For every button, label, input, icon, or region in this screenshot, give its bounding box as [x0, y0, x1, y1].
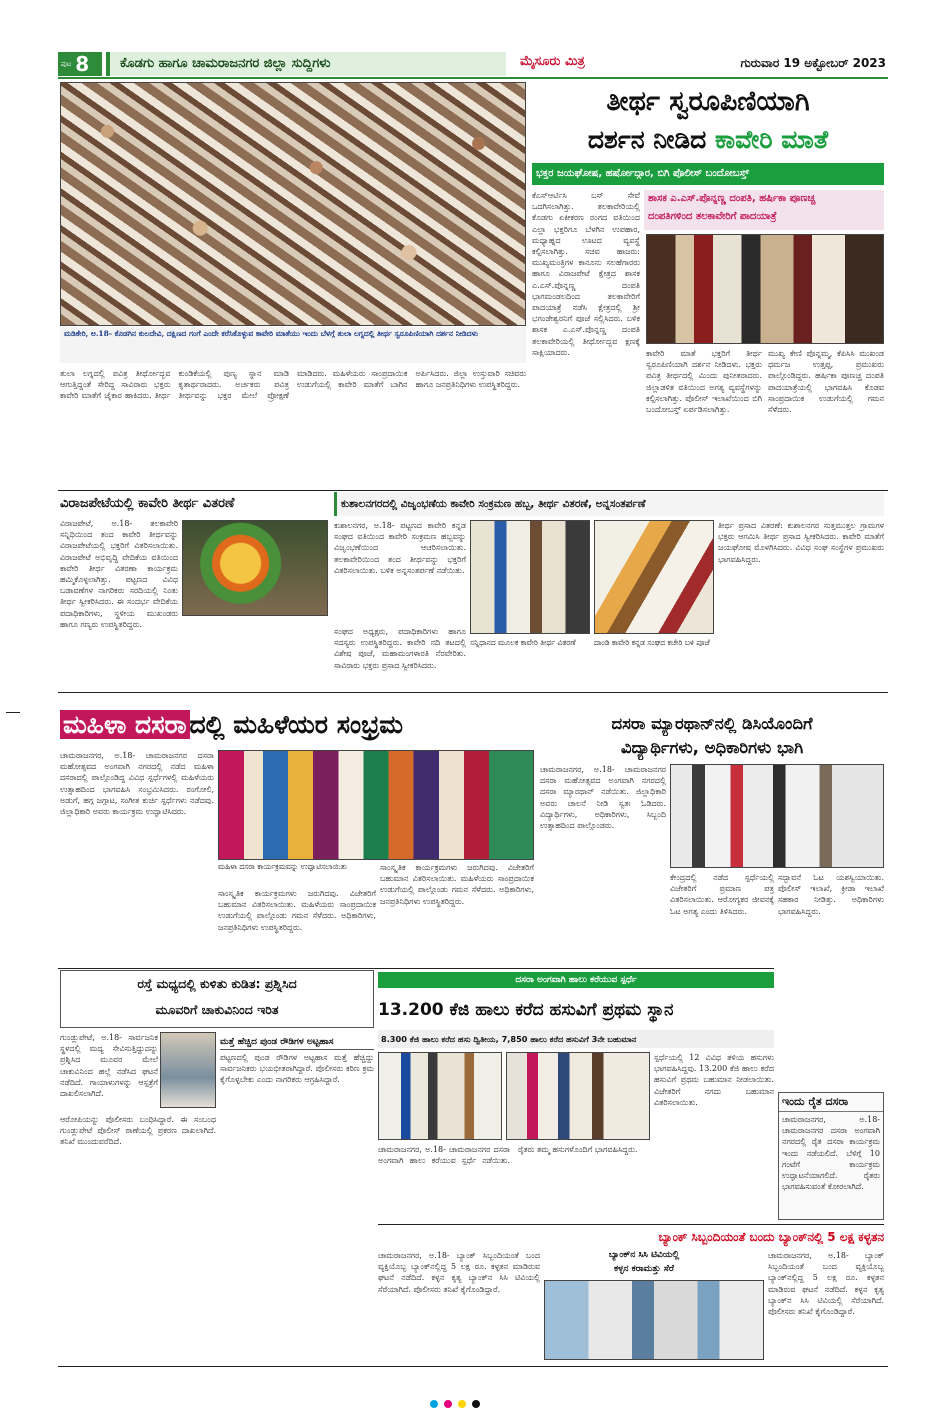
page-number-badge — [58, 52, 102, 76]
dot-magenta — [444, 1400, 452, 1408]
raitha-box: ಇಂದು ರೈತ ದಸರಾ ಚಾಮರಾಜನಗರ, ಅ.18- ಚಾಮರಾಜನಗರ ದಸರಾ ಅಂಗವಾಗಿ ನಗರದಲ್ಲಿ ರೈತ ದಸರಾ ಕಾರ್ಯಕ್ರಮ ಇಂದು ನಡೆಯಲಿದೆ. ಬೆಳಿಗ್ಗೆ 10 ಗಂಟೆಗೆ ಕಾರ್ಯಕ್ರಮ ಉದ್ಘಾಟನೆಯಾಗಲಿದೆ. ರೈತರು ಭಾಗವಹಿಸುವಂತೆ ಕೋರಲಾಗಿದೆ. — [778, 1092, 884, 1220]
attack-sub-headline: ಮತ್ತೆ ಹೆಚ್ಚಿದ ಪುಂಡ ರೌಡಿಗಳ ಅಟ್ಟಹಾಸ — [220, 1034, 374, 1050]
virajpet-photo — [182, 520, 328, 616]
kushalnagar-caption-2: ದಾಂಡಿ ಕಾವೇರಿ ಕನ್ನಡ ಸಂಘದ ಕಚೇರಿ ಬಳಿ ಪೂಜೆ — [594, 638, 710, 647]
side-headline: ಶಾಸಕ ಎ.ಎಸ್.ಪೊನ್ನಣ್ಣ ದಂಪತಿ, ಹರ್ಷಿಕಾ ಪೂಣಚ್ಚ ದಂಪತಿಗಳಿಂದ ತಲಕಾವೇರಿಗೆ ಪಾದಯಾತ್ರೆ — [644, 190, 884, 230]
mahila-photo — [218, 750, 534, 860]
attack-body-a: ಗುಂಡ್ಲುಪೇಟೆ, ಅ.18- ಸಾರ್ವಜನಿಕ ಸ್ಥಳದಲ್ಲಿ ಮದ್ಯ ಸೇವಿಸುತ್ತಿದ್ದುದನ್ನು ಪ್ರಶ್ನಿಸಿದ ಮೂವರ ಮೇಲೆ ಚಾಕುವಿನಿಂದ ಹಲ್ಲೆ ನಡೆಸಿದ ಘಟನೆ ನಡೆದಿದೆ. ಗಾಯಾಳುಗಳನ್ನು ಆಸ್ಪತ್ರೆಗೆ ದಾಖಲಿಸಲಾಗಿದೆ. — [60, 1033, 158, 1099]
page-header — [58, 50, 888, 78]
milk-body-a: ಚಾಮರಾಜನಗರ, ಅ.18- ಚಾಮರಾಜನಗರ ದಸರಾ ಅಂಗವಾಗಿ ಹಾಲು ಕರೆಯುವ ಸ್ಪರ್ಧೆ ನಡೆಯಿತು. ರೈತರು ತಮ್ಮ ಹಸುಗಳೊಂದಿಗೆ ಭಾಗವಹಿಸಿದ್ದರು. — [378, 1145, 638, 1166]
milk-photo-2 — [506, 1052, 650, 1140]
divider-3 — [58, 968, 774, 969]
bank-body-a: ಚಾಮರಾಜನಗರ, ಅ.18- ಬ್ಯಾಂಕ್ ಸಿಬ್ಬಂದಿಯಂತೆ ಬಂದ ವ್ಯಕ್ತಿಯೊಬ್ಬ ಬ್ಯಾಂಕ್‌ನಲ್ಲಿದ್ದ 5 ಲಕ್ಷ ರೂ. ಕಳ್ಳತನ ಮಾಡಿರುವ ಘಟನೆ ನಡೆದಿದೆ. ಕಳ್ಳನ ಕೃತ್ಯ ಬ್ಯಾಂಕ್‌ನ ಸಿಸಿ ಟಿವಿಯಲ್ಲಿ ಸೆರೆಯಾಗಿದೆ. ಪೊಲೀಸರು ತನಿಖೆ ಕೈಗೊಂಡಿದ್ದಾರೆ. — [378, 1251, 540, 1294]
marathon-body-a: ಚಾಮರಾಜನಗರ, ಅ.18- ಚಾಮರಾಜನಗರ ದಸರಾ ಮಹೋತ್ಸವದ ಅಂಗವಾಗಿ ನಗರದಲ್ಲಿ ದಸರಾ ಮ್ಯಾರಥಾನ್ ನಡೆಯಿತು. ಜಿಲ್ಲಾಧಿಕಾರಿ ಅವರು ಚಾಲನೆ ನೀಡಿ ಸ್ವತಃ ಓಡಿದರು. ವಿದ್ಯಾರ್ಥಿಗಳು, ಅಧಿಕಾರಿಗಳು, ಸಿಬ್ಬಂದಿ ಉತ್ಸಾಹದಿಂದ ಪಾಲ್ಗೊಂಡರು. — [540, 765, 666, 831]
bank-cctv-photo — [544, 1280, 764, 1360]
lead-headline-1: ತೀರ್ಥ ಸ್ವರೂಪಿಣಿಯಾಗಿ — [606, 86, 810, 117]
masthead: ಮೈಸೂರು ಮಿತ್ರ — [520, 54, 585, 69]
bank-sub-1: ಬ್ಯಾಂಕ್‌ನ ಸಿಸಿ ಟಿವಿಯಲ್ಲಿ — [608, 1250, 680, 1260]
kushalnagar-caption-1: ಸನ್ನಿಧಾನದ ಮೂಲಕ ಕಾವೇರಿ ತೀರ್ಥ ವಿತರಣೆ — [470, 638, 576, 647]
registration-dots — [430, 1400, 510, 1410]
bank-headline: ಬ್ಯಾಂಕ್ ಸಿಬ್ಬಂದಿಯಂತೆ ಬಂದು ಬ್ಯಾಂಕ್‌ನಲ್ಲಿ 5 ಲಕ್ಷ ಕಳ್ಳತನ — [658, 1230, 884, 1244]
marathon-body-b: ಕೇಂದ್ರದಲ್ಲಿ ನಡೆದ ಸ್ಪರ್ಧೆಯಲ್ಲಿ ವಿಜೇತರಿಗೆ ಪ್ರಮಾಣ ಪತ್ರ ವಿತರಿಸಲಾಯಿತು. ಆರೋಗ್ಯಕರ ಜೀವನಕ್ಕೆ ಓಟ ಅಗತ್ಯ ಎಂದು ತಿಳಿಸಿದರು. — [670, 873, 774, 916]
divider-1 — [58, 490, 888, 491]
bank-sub-2: ಕಳ್ಳನ ಕರಾಮತ್ತು ಸೆರೆ — [614, 1264, 674, 1274]
dot-yellow — [458, 1400, 466, 1408]
attack-headline-box: ರಸ್ತೆ ಮಧ್ಯದಲ್ಲಿ ಕುಳಿತು ಕುಡಿತ: ಪ್ರಶ್ನಿಸಿದ ಮೂವರಿಗೆ ಚಾಕುವಿನಿಂದ ಇರಿತ — [60, 970, 374, 1028]
milk-subhead: 8.300 ಕೆಜಿ ಹಾಲು ಕರೆದ ಹಸು ದ್ವಿತೀಯ, 7,850 ಹಾಲು ಕರೆದ ಹಸುವಿಗೆ 3ನೇ ಬಹುಮಾನ — [378, 1030, 774, 1048]
divider-4 — [378, 1224, 884, 1225]
lead-body-col3: ಮುಖ್ಯ ಕೇಣಿ ಪೊನ್ನಮ್ಮ, ಕೆಪಿಸಿಸಿ ಮುಖಂಡ ಧರ್ಮಜ ಉತ್ತಪ್ಪ, ಪ್ರಮುಖರು ಪಾಲ್ಗೊಂಡಿದ್ದರು. ಹರ್ಷಿಕಾ ಪೂಣಚ್ಚ ದಂಪತಿ ಪಾದಯಾತ್ರೆಯಲ್ಲಿ ಭಾಗವಹಿಸಿ ಕೊಡವ ಸಾಂಪ್ರದಾಯಿಕ ಉಡುಗೆಯಲ್ಲಿ ಗಮನ ಸೆಳೆದರು. — [768, 349, 884, 415]
kushalnagar-body-a: ಕುಶಾಲನಗರ, ಅ.18- ಪಟ್ಟಣದ ಕಾವೇರಿ ಕನ್ನಡ ಸಂಘದ ವತಿಯಿಂದ ಕಾವೇರಿ ಸಂಕ್ರಮಣ ಹಬ್ಬವನ್ನು ವಿಜೃಂಭಣೆಯಿಂದ ಆಚರಿಸಲಾಯಿತು. ತಲಕಾವೇರಿಯಿಂದ ತಂದ ತೀರ್ಥವನ್ನು ಭಕ್ತರಿಗೆ ವಿತರಿಸಲಾಯಿತು. ಬಳಿಕ ಅನ್ನಸಂತರ್ಪಣೆ ನಡೆಯಿತು. — [334, 521, 466, 575]
mahila-body-c: ಸಾಂಸ್ಕೃತಿಕ ಕಾರ್ಯಕ್ರಮಗಳು ಜರುಗಿದವು. ವಿಜೇತರಿಗೆ ಬಹುಮಾನ ವಿತರಿಸಲಾಯಿತು. ಮಹಿಳೆಯರು ಸಾಂಪ್ರದಾಯಿಕ ಉಡುಗೆಯಲ್ಲಿ ಪಾಲ್ಗೊಂಡು ಗಮನ ಸೆಳೆದರು. ಅಧಿಕಾರಿಗಳು, ಜನಪ್ರತಿನಿಧಿಗಳು ಉಪಸ್ಥಿತರಿದ್ದರು. — [218, 889, 376, 932]
padayatra-photo — [646, 234, 884, 344]
lead-photo-caption: ಮಡಿಕೇರಿ, ಅ.18- ಕೊಡಗಿನ ಕುಲದೇವಿ, ದಕ್ಷಿಣದ ಗಂಗೆ ಎಂದೇ ಕರೆಸಿಕೊಳ್ಳುವ ಕಾವೇರಿ ಮಾತೆಯು ಇಂದು ಬೆಳಗ್ಗೆ ತುಲಾ ಲಗ್ನದಲ್ಲಿ ತೀರ್ಥ ಸ್ವರೂಪಿಣಿಯಾಗಿ ದರ್ಶನ ನೀಡಿದಳು — [60, 327, 526, 363]
virajpet-body: ವಿರಾಜಪೇಟೆ, ಅ.18- ತಲಕಾವೇರಿ ಸನ್ನಿಧಿಯಿಂದ ತಂದ ಕಾವೇರಿ ತೀರ್ಥವನ್ನು ವಿರಾಜಪೇಟೆಯಲ್ಲಿ ಭಕ್ತರಿಗೆ ವಿತರಿಸಲಾಯಿತು. ವಿರಾಜಪೇಟೆ ಅಭಿವೃದ್ಧಿ ವೇದಿಕೆಯ ವತಿಯಿಂದ ಕಾವೇರಿ ತೀರ್ಥ ವಿತರಣಾ ಕಾರ್ಯಕ್ರಮ ಹಮ್ಮಿಕೊಳ್ಳಲಾಗಿತ್ತು. ಪಟ್ಟಣದ ವಿವಿಧ ಬಡಾವಣೆಗಳ ನಾಗರಿಕರು ಸರದಿಯಲ್ಲಿ ನಿಂತು ತೀರ್ಥ ಸ್ವೀಕರಿಸಿದರು. ಈ ಸಂದರ್ಭ ವೇದಿಕೆಯ ಪದಾಧಿಕಾರಿಗಳು, ಸ್ಥಳೀಯ ಮುಖಂಡರು ಹಾಗೂ ಗಣ್ಯರು ಉಪಸ್ಥಿತರಿದ್ದರು. — [60, 519, 178, 629]
marathon-photo — [670, 764, 884, 868]
lead-body-bottom: ತುಲಾ ಲಗ್ನದಲ್ಲಿ ಪವಿತ್ರ ತೀರ್ಥೋದ್ಭವ ಆಗುತ್ತಿದ್ದಂತೆ ಸೇರಿದ್ದ ಸಾವಿರಾರು ಭಕ್ತರು ಕಾವೇರಿ ಮಾತೆಗೆ ಜೈಕಾರ ಹಾಕಿದರು. ತೀರ್ಥ ಕುಂಡಿಕೆಯಲ್ಲಿ ಪುಣ್ಯ ಸ್ನಾನ ಮಾಡಿ ಕೃತಾರ್ಥರಾದರು. ಅರ್ಚಕರು ಪವಿತ್ರ ತೀರ್ಥವನ್ನು ಭಕ್ತರ ಮೇಲೆ ಪ್ರೋಕ್ಷಣೆ ಮಾಡಿದರು. ಮಹಿಳೆಯರು ಸಾಂಪ್ರದಾಯಿಕ ಉಡುಗೆಯಲ್ಲಿ ಕಾವೇರಿ ಮಾತೆಗೆ ಬಾಗಿನ ಅರ್ಪಿಸಿದರು. ಜಿಲ್ಲಾ ಉಸ್ತುವಾರಿ ಸಚಿವರು ಹಾಗೂ ಜನಪ್ರತಿನಿಧಿಗಳು ಉಪಸ್ಥಿತರಿದ್ದರು. — [60, 369, 526, 401]
page-label: ಪುಟ — [61, 59, 72, 68]
attack-photo — [160, 1032, 216, 1108]
page-number: 8 — [75, 52, 90, 76]
virajpet-headline: ವಿರಾಜಪೇಟೆಯಲ್ಲಿ ಕಾವೇರಿ ತೀರ್ಥ ವಿತರಣೆ — [60, 496, 235, 511]
mahila-body-a: ಚಾಮರಾಜನಗರ, ಅ.18- ಚಾಮರಾಜನಗರ ದಸರಾ ಮಹೋತ್ಸವದ ಅಂಗವಾಗಿ ನಗರದಲ್ಲಿ ನಡೆದ ಮಹಿಳಾ ದಸರಾದಲ್ಲಿ ಪಾಲ್ಗೊಂಡಿದ್ದ ವಿವಿಧ ಸ್ಪರ್ಧೆಗಳಲ್ಲಿ ಮಹಿಳೆಯರು ಉತ್ಸಾಹದಿಂದ ಭಾಗವಹಿಸಿ ಸಂಭ್ರಮಿಸಿದರು. ರಂಗೋಲಿ, ಅಡುಗೆ, ಹಗ್ಗ ಜಗ್ಗಾಟ, ಸಂಗೀತ ಕುರ್ಚಿ ಸ್ಪರ್ಧೆಗಳು ನಡೆದವು. ಜಿಲ್ಲಾಧಿಕಾರಿ ಅವರು ಕಾರ್ಯಕ್ರಮ ಉದ್ಘಾಟಿಸಿದರು. — [60, 751, 214, 817]
kushalnagar-photo-1 — [470, 520, 590, 634]
lead-body-col2: ಕಾವೇರಿ ಮಾತೆ ಭಕ್ತರಿಗೆ ತೀರ್ಥ ಸ್ವರೂಪಿಣಿಯಾಗಿ ದರ್ಶನ ನೀಡಿದಳು. ಭಕ್ತರು ಪವಿತ್ರ ತೀರ್ಥದಲ್ಲಿ ಮಿಂದು ಪುನೀತರಾದರು. ಜಿಲ್ಲಾಡಳಿತ ವತಿಯಿಂದ ಅಗತ್ಯ ವ್ಯವಸ್ಥೆಗಳನ್ನು ಕಲ್ಪಿಸಲಾಗಿತ್ತು. ಪೊಲೀಸ್ ಇಲಾಖೆಯಿಂದ ಬಿಗಿ ಬಂದೋಬಸ್ತ್ ಏರ್ಪಡಿಸಲಾಗಿತ್ತು. — [646, 349, 762, 415]
header-rule — [58, 77, 888, 79]
kushalnagar-body-b: ಸಂಘದ ಅಧ್ಯಕ್ಷರು, ಪದಾಧಿಕಾರಿಗಳು ಹಾಗೂ ಸದಸ್ಯರು ಉಪಸ್ಥಿತರಿದ್ದರು. ಕಾವೇರಿ ನದಿ ತಟದಲ್ಲಿ ವಿಶೇಷ ಪೂಜೆ, ಮಹಾಮಂಗಳಾರತಿ ನೆರವೇರಿತು. ಸಾವಿರಾರು ಭಕ್ತರು ಪ್ರಸಾದ ಸ್ವೀಕರಿಸಿದರು. — [334, 627, 466, 670]
lead-photo — [60, 82, 526, 326]
headline-highlight: ಕಾವೇರಿ ಮಾತೆ — [715, 125, 829, 154]
dot-cyan — [430, 1400, 438, 1408]
lead-headline-2: ದರ್ಶನ ನೀಡಿದ ಕಾವೇರಿ ಮಾತೆ — [587, 125, 829, 154]
bank-body-b: ಚಾಮರಾಜನಗರ, ಅ.18- ಬ್ಯಾಂಕ್ ಸಿಬ್ಬಂದಿಯಂತೆ ಬಂದ ವ್ಯಕ್ತಿಯೊಬ್ಬ ಬ್ಯಾಂಕ್‌ನಲ್ಲಿದ್ದ 5 ಲಕ್ಷ ರೂ. ಕಳ್ಳತನ ಮಾಡಿರುವ ಘಟನೆ ನಡೆದಿದೆ. ಕಳ್ಳನ ಕೃತ್ಯ ಬ್ಯಾಂಕ್‌ನ ಸಿಸಿ ಟಿವಿಯಲ್ಲಿ ಸೆರೆಯಾಗಿದೆ. ಪೊಲೀಸರು ತನಿಖೆ ಕೈಗೊಂಡಿದ್ದಾರೆ. — [768, 1251, 884, 1317]
marathon-headline-1: ದಸರಾ ಮ್ಯಾರಥಾನ್‌ನಲ್ಲಿ ಡಿಸಿಯೊಂದಿಗೆ — [611, 714, 813, 733]
milk-photo-1 — [378, 1052, 502, 1140]
lead-body-col1: ಕೆಎಸ್ಆರ್ಟಿಸಿ ಬಸ್ ಸೇವೆ ಒದಗಿಸಲಾಗಿತ್ತು. ತಲಕಾವೇರಿಯಲ್ಲಿ ಕೊಡಗು ಏಕೀಕರಣ ರಂಗದ ವತಿಯಿಂದ ಎಲ್ಲಾ ಭಕ್ತರಿಗೂ ಬೆಳಗಿನ ಉಪಹಾರ, ಮಧ್ಯಾಹ್ನದ ಊಟದ ವ್ಯವಸ್ಥೆ ಕಲ್ಪಿಸಲಾಗಿತ್ತು. ಸಚಿವ ಹಾಜರು: ಮುಖ್ಯಮಂತ್ರಿಗಳ ಕಾನೂನು ಸಲಹೆಗಾರರು ಹಾಗೂ ವಿರಾಜಪೇಟೆ ಕ್ಷೇತ್ರದ ಶಾಸಕ ಎ.ಎಸ್.ಪೊನ್ನಣ್ಣ ದಂಪತಿ ಭಾಗಮಂಡಲದಿಂದ ತಲಕಾವೇರಿಗೆ ಪಾದಯಾತ್ರೆ ನಡೆಸಿ ಕ್ಷೇತ್ರದಲ್ಲಿ ಶ್ರೀ ಭಗಂಡೇಶ್ವರನಿಗೆ ಪೂಜೆ ಸಲ್ಲಿಸಿದರು. ಬಳಿಕ ಶಾಸಕ ಎ.ಎಸ್.ಪೊನ್ನಣ್ಣ ದಂಪತಿ ತಲಕಾವೇರಿಯಲ್ಲಿ ತೀರ್ಥೋದ್ಭವ ಕ್ಷಣಕ್ಕೆ ಸಾಕ್ಷಿಯಾದರು. — [532, 191, 640, 357]
kushalnagar-photo-2 — [594, 520, 714, 634]
attack-body-b: ಆರೋಪಿಯನ್ನು ಪೊಲೀಸರು ಬಂಧಿಸಿದ್ದಾರೆ. ಈ ಸಂಬಂಧ ಗುಂಡ್ಲುಪೇಟೆ ಪೊಲೀಸ್ ಠಾಣೆಯಲ್ಲಿ ಪ್ರಕರಣ ದಾಖಲಾಗಿದೆ. ತನಿಖೆ ಮುಂದುವರೆದಿದೆ. — [60, 1115, 216, 1147]
marathon-headline-2: ವಿದ್ಯಾರ್ಥಿಗಳು, ಅಧಿಕಾರಿಗಳು ಭಾಗಿ — [620, 738, 804, 757]
milk-kicker-bar: ದಸರಾ ಅಂಗವಾಗಿ ಹಾಲು ಕರೆಯುವ ಸ್ಪರ್ಧೆ — [378, 972, 774, 988]
mahila-caption: ಮಹಿಳಾ ದಸರಾ ಕಾರ್ಯಕ್ರಮವನ್ನು ಉದ್ಘಾಟಿಸಲಾಯಿತು — [218, 862, 348, 871]
divider-2 — [58, 692, 888, 693]
section-title: ಕೊಡಗು ಹಾಗೂ ಚಾಮರಾಜನಗರ ಜಿಲ್ಲಾ ಸುದ್ದಿಗಳು — [106, 52, 506, 76]
lead-subhead: ಭಕ್ತರ ಜಯಘೋಷ, ಹರ್ಷೋದ್ಗಾರ, ಬಿಗಿ ಪೊಲೀಸ್ ಬಂದೋಬಸ್ತ್ — [532, 163, 884, 185]
mahila-headline: ಮಹಿಳಾ ದಸರಾ ದಲ್ಲಿ ಮಹಿಳೆಯರ ಸಂಭ್ರಮ — [60, 708, 536, 742]
dot-black — [472, 1400, 480, 1408]
milk-headline: 13.200 ಕೆಜಿ ಹಾಲು ಕರೆದ ಹಸುವಿಗೆ ಪ್ರಥಮ ಸ್ಥಾನ — [378, 1000, 674, 1020]
mahila-body-b: ಸಾಂಸ್ಕೃತಿಕ ಕಾರ್ಯಕ್ರಮಗಳು ಜರುಗಿದವು. ವಿಜೇತರಿಗೆ ಬಹುಮಾನ ವಿತರಿಸಲಾಯಿತು. ಮಹಿಳೆಯರು ಸಾಂಪ್ರದಾಯಿಕ ಉಡುಗೆಯಲ್ಲಿ ಪಾಲ್ಗೊಂಡು ಗಮನ ಸೆಳೆದರು. ಅಧಿಕಾರಿಗಳು, ಜನಪ್ರತಿನಿಧಿಗಳು ಉಪಸ್ಥಿತರಿದ್ದರು. — [380, 863, 534, 906]
footer-rule — [58, 1366, 888, 1367]
kushalnagar-headline-bar: ಕುಶಾಲನಗರದಲ್ಲಿ ವಿಜೃಂಭಣೆಯ ಕಾವೇರಿ ಸಂಕ್ರಮಣ ಹಬ್ಬ, ತೀರ್ಥ ವಿತರಣೆ, ಅನ್ನಸಂತರ್ಪಣೆ — [334, 492, 884, 516]
mahila-highlight: ಮಹಿಳಾ ದಸರಾ — [60, 710, 190, 739]
crop-mark — [6, 712, 20, 713]
milk-body-b: ಸ್ಪರ್ಧೆಯಲ್ಲಿ 12 ವಿವಿಧ ತಳಿಯ ಹಸುಗಳು ಭಾಗವಹಿಸಿದ್ದವು. 13.200 ಕೆಜಿ ಹಾಲು ಕರೆದ ಹಸುವಿಗೆ ಪ್ರಥಮ ಬಹುಮಾನ ನೀಡಲಾಯಿತು. ವಿಜೇತರಿಗೆ ನಗದು ಬಹುಮಾನ ವಿತರಿಸಲಾಯಿತು. — [654, 1053, 774, 1107]
kushalnagar-body-c: ತೀರ್ಥ ಪ್ರಸಾದ ವಿತರಣೆ: ಕುಶಾಲನಗರ ಸುತ್ತಮುತ್ತಲ ಗ್ರಾಮಗಳ ಭಕ್ತರು ಆಗಮಿಸಿ ತೀರ್ಥ ಪ್ರಸಾದ ಸ್ವೀಕರಿಸಿದರು. ಕಾವೇರಿ ಮಾತೆಗೆ ಜಯಘೋಷ ಮೊಳಗಿಸಿದರು. ವಿವಿಧ ಸಂಘ ಸಂಸ್ಥೆಗಳ ಪ್ರಮುಖರು ಭಾಗವಹಿಸಿದ್ದರು. — [718, 521, 884, 564]
marathon-body-c: ಸದ್ಭಾವನೆ ಓಟ ಯಶಸ್ವಿಯಾಯಿತು. ಪೊಲೀಸ್ ಇಲಾಖೆ, ಕ್ರೀಡಾ ಇಲಾಖೆ ಸಹಕಾರ ನೀಡಿತ್ತು. ಅಧಿಕಾರಿಗಳು ಭಾಗವಹಿಸಿದ್ದರು. — [778, 873, 884, 916]
issue-date: ಗುರುವಾರ 19 ಅಕ್ಟೋಬರ್ 2023 — [740, 56, 886, 70]
attack-body-c: ಪಟ್ಟಣದಲ್ಲಿ ಪುಂಡ ರೌಡಿಗಳ ಅಟ್ಟಹಾಸ ಮತ್ತೆ ಹೆಚ್ಚಿದ್ದು ಸಾರ್ವಜನಿಕರು ಭಯಭೀತರಾಗಿದ್ದಾರೆ. ಪೊಲೀಸರು ಕಠಿಣ ಕ್ರಮ ಕೈಗೊಳ್ಳಬೇಕು ಎಂದು ನಾಗರಿಕರು ಆಗ್ರಹಿಸಿದ್ದಾರೆ. — [220, 1053, 374, 1085]
